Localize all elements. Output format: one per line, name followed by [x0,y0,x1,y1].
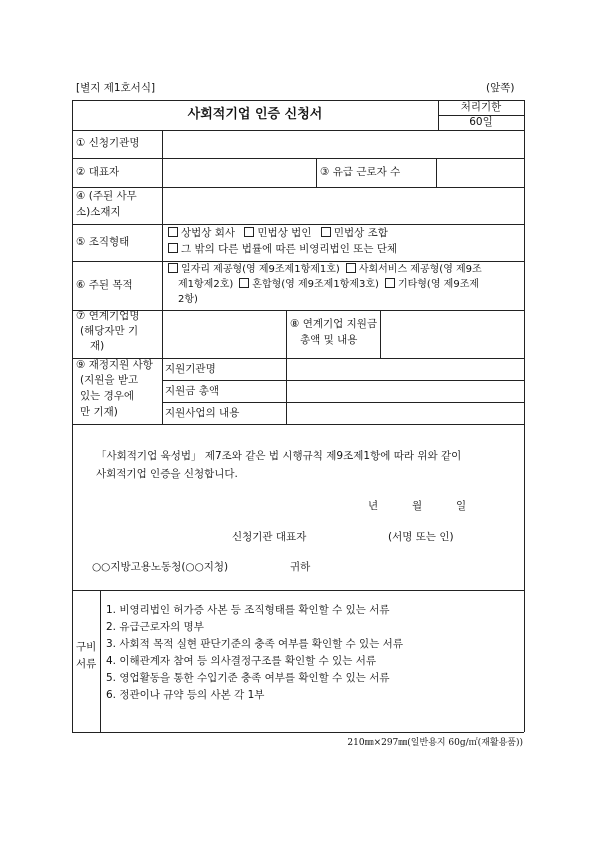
purpose-option-job[interactable]: 일자리 제공형(영 제9조제1항제1호) [168,264,340,275]
purpose-option-service[interactable]: 사회서비스 제공형(영 제9조 [346,264,482,275]
finance-label-line1: ⑨ 재정지원 사항 [76,359,153,371]
purpose-option-service-cont: 제1항제2호) [178,279,234,290]
linked-support-input[interactable] [381,311,523,357]
org-option-other[interactable]: 그 밖의 다른 법률에 따른 비영리법인 또는 단체 [168,243,397,255]
representative-input[interactable] [163,159,315,186]
date-month-label: 월 [412,500,423,512]
checkbox-icon[interactable] [346,263,356,273]
applicant-label: ① 신청기관명 [76,137,140,149]
checkbox-icon[interactable] [244,227,254,237]
recipient-office: ○○지방고용노동청(○○지청) [92,561,229,573]
address-label-line1: ④ (주된 사무 [76,190,137,202]
checkbox-icon[interactable] [168,227,178,237]
finance-sub-agency: 지원기관명 [165,363,216,375]
purpose-options-line2 [178,278,479,291]
org-option-civil-corp[interactable]: 민법상 법인 [244,227,311,239]
linked-company-label-line1: ⑦ 연계기업명 [76,310,140,322]
checkbox-icon[interactable] [385,278,395,288]
attachment-item: 3. 사회적 목적 실현 판단기준의 충족 여부를 확인할 수 있는 서류 [106,638,403,650]
form-title: 사회적기업 인증 신청서 [187,106,323,122]
attachment-item: 6. 정관이나 규약 등의 사본 각 1부 [106,689,265,701]
org-options-line2 [168,243,403,257]
finance-content-input[interactable] [287,403,523,423]
date-day-label: 일 [456,500,467,512]
checkbox-icon[interactable] [321,227,331,237]
checkbox-icon[interactable] [168,243,178,253]
finance-label-line2: (지원을 받고 [80,374,139,386]
linked-company-input[interactable] [163,311,285,357]
recipient-honorific: 귀하 [290,561,311,573]
date-year-label: 년 [368,500,379,512]
checkbox-icon[interactable] [168,263,178,273]
finance-agency-input[interactable] [287,359,523,379]
employees-input[interactable] [437,159,523,186]
signature-field[interactable]: (서명 또는 인) [388,531,454,543]
org-type-label: ⑤ 조직형태 [76,236,130,248]
checkbox-icon[interactable] [239,278,249,288]
applicant-input[interactable] [163,131,523,157]
purpose-option-mixed[interactable]: 혼합형(영 제9조제1항제3호) [239,279,379,290]
finance-label-line4: 만 기재) [80,406,118,418]
form-number: [별지 제1호서식] [76,82,156,94]
attachments-label-line1: 구비 [76,641,97,653]
attachment-item: 5. 영업활동을 통한 수입기준 충족 여부를 확인할 수 있는 서류 [106,672,390,684]
purpose-option-other[interactable]: 기타형(영 제9조제 [385,279,479,290]
linked-support-label-line1: ⑧ 연계기업 지원금 [290,318,378,330]
page-side-label: (앞쪽) [486,82,515,94]
declaration-line1: 「사회적기업 육성법」 제7조와 같은 법 시행규칙 제9조제1항에 따라 위와 같이 [96,450,462,462]
org-option-civil-union[interactable]: 민법상 조합 [321,227,388,239]
linked-company-label-line2: (해당자만 기 [80,325,139,337]
address-input[interactable] [163,188,523,223]
signer-label: 신청기관 대표자 [232,531,307,543]
declaration-line2: 사회적기업 인증을 신청합니다. [96,468,238,480]
employees-label: ③ 유급 근로자 수 [320,166,401,178]
processing-label: 처리기한 [460,100,502,113]
attachment-item: 1. 비영리법인 허가증 사본 등 조직형태를 확인할 수 있는 서류 [106,604,390,616]
processing-period: 60일 [469,115,493,128]
linked-company-label-line3: 재) [90,340,105,352]
finance-sub-content: 지원사업의 내용 [165,407,240,419]
finance-label-line3: 있는 경우에 [80,390,135,402]
paper-spec-footer: 210㎜×297㎜(일반용지 60g/㎡(재활용품)) [347,738,523,748]
purpose-options-line3: 2항) [178,294,198,305]
org-option-commercial[interactable]: 상법상 회사 [168,227,235,239]
attachment-item: 4. 이해관계자 참여 등 의사결정구조를 확인할 수 있는 서류 [106,655,377,667]
finance-sub-amount: 지원금 총액 [165,385,220,397]
purpose-label: ⑥ 주된 목적 [76,279,133,291]
finance-amount-input[interactable] [287,381,523,401]
representative-label: ② 대표자 [76,166,120,178]
attachment-item: 2. 유급근로자의 명부 [106,621,204,633]
address-label-line2: 소)소재지 [76,206,121,218]
org-options-line1 [168,227,394,241]
attachments-label-line2: 서류 [76,658,97,670]
purpose-options-line1 [168,263,482,276]
linked-support-label-line2: 총액 및 내용 [300,334,358,346]
